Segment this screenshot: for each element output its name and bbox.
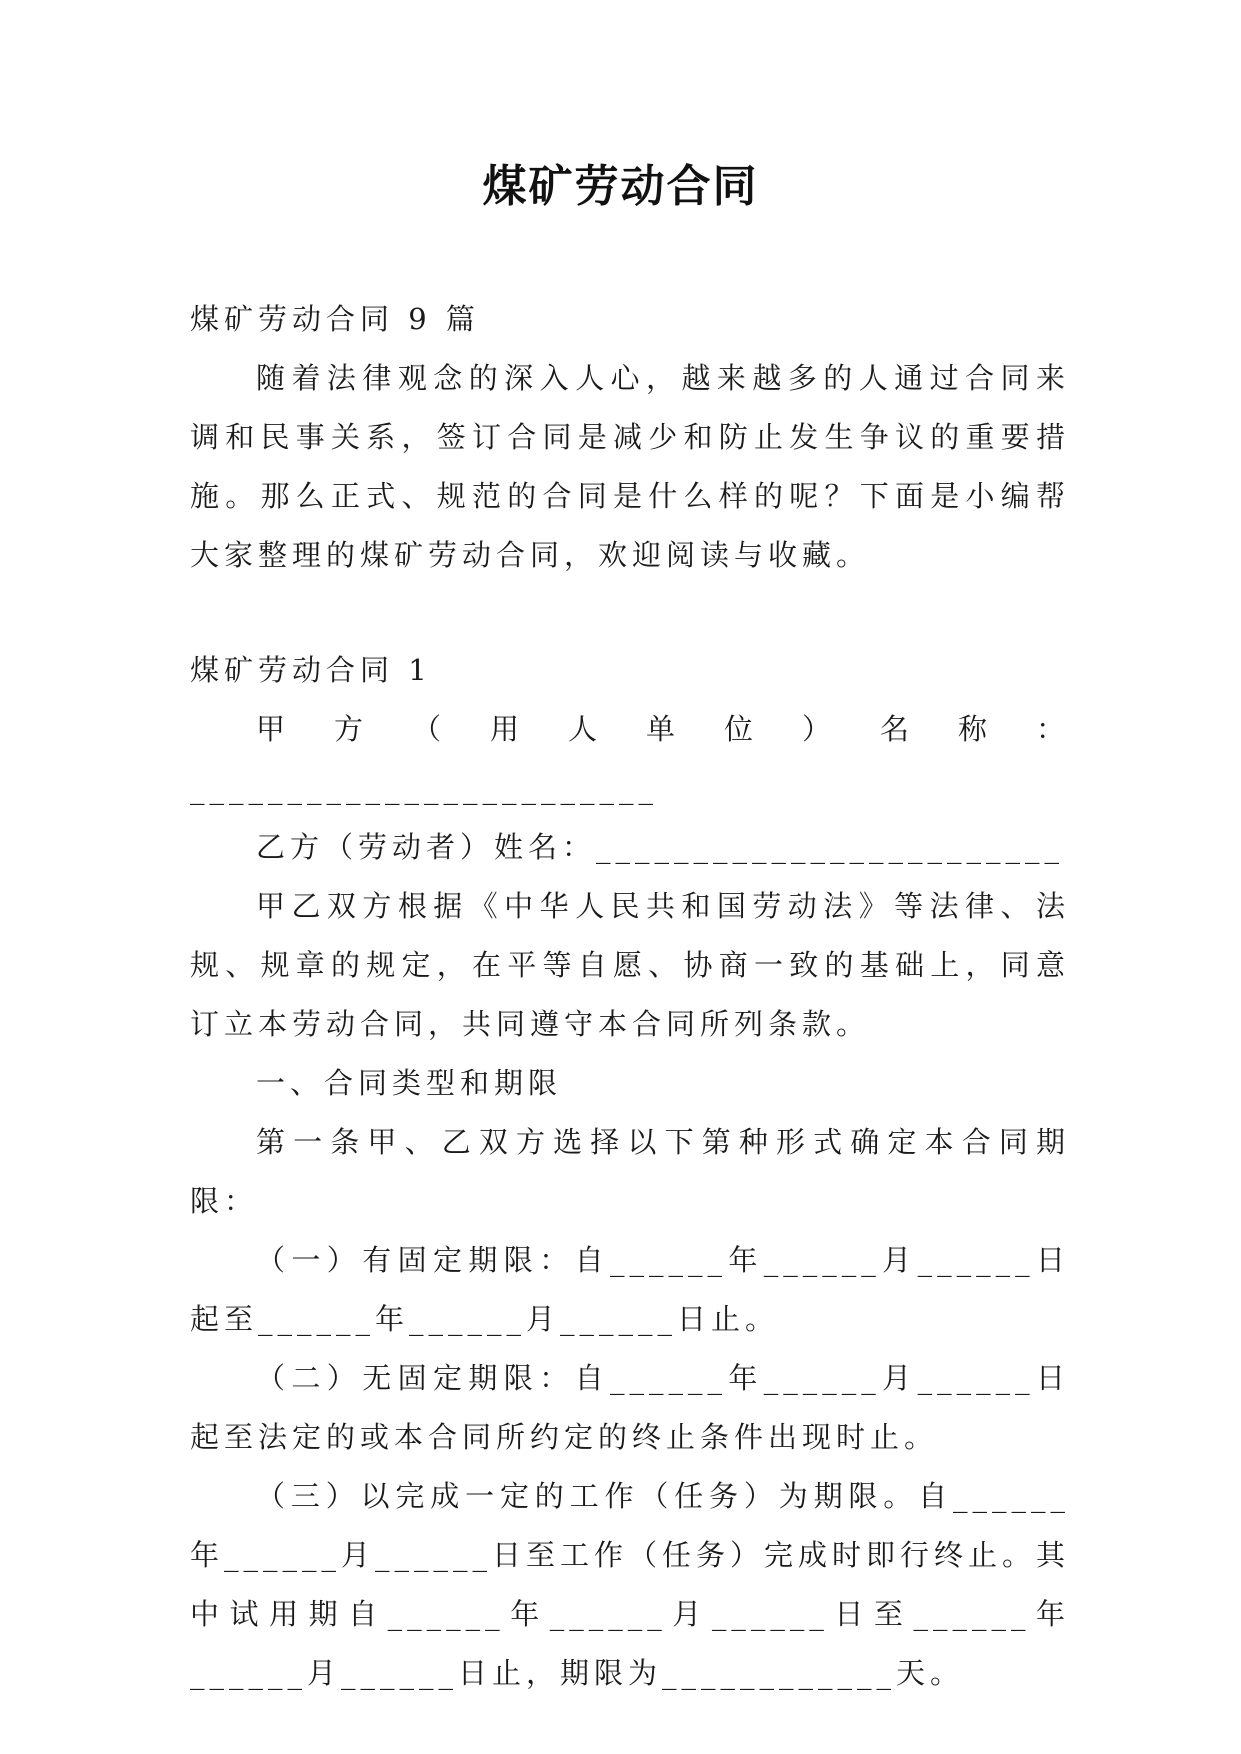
document-body: [190, 290, 1070, 1703]
document-title: 煤矿劳动合同: [482, 161, 759, 212]
preamble-paragraph: 甲乙双方根据《中华人民共和国劳动法》等法律、法规、规章的规定，在平等自愿、协商一致的基础上，同意订立本劳动合同，共同遵守本合同所列条款。: [190, 889, 1070, 1041]
section-heading: 煤矿劳动合同 1: [190, 653, 432, 687]
article-paragraph: 第一条甲、乙双方选择以下第种形式确定本合同期限：: [190, 1125, 1070, 1218]
chapter-heading: 一、合同类型和期限: [256, 1066, 563, 1100]
term-task-paragraph: （三）以完成一定的工作（任务）为期限。自______年______月______日至工作（任务）完成时即行终止。其中试用期自______年______月______日至______年______月______日止，期限为____________天。: [190, 1479, 1071, 1690]
party-b-line: 乙方（劳动者）姓名：________________________: [256, 830, 1065, 864]
term-open-paragraph: （二）无固定期限：自______年______月______日起至法定的或本合同所约定的终止条件出现时止。: [190, 1361, 1070, 1454]
term-fixed-paragraph: （一）有固定期限：自______年______月______日起至______年______月______日止。: [190, 1243, 1070, 1336]
party-a-line: 甲方（用人单位）名称：________________________: [190, 712, 1070, 805]
intro-paragraph: 随着法律观念的深入人心，越来越多的人通过合同来调和民事关系，签订合同是减少和防止发生争议的重要措施。那么正式、规范的合同是什么样的呢？下面是小编帮大家整理的煤矿劳动合同，欢迎阅读与收藏。: [190, 361, 1070, 572]
document-subtitle: 煤矿劳动合同 9 篇: [190, 302, 480, 336]
paragraph-spacer: [190, 585, 1070, 641]
